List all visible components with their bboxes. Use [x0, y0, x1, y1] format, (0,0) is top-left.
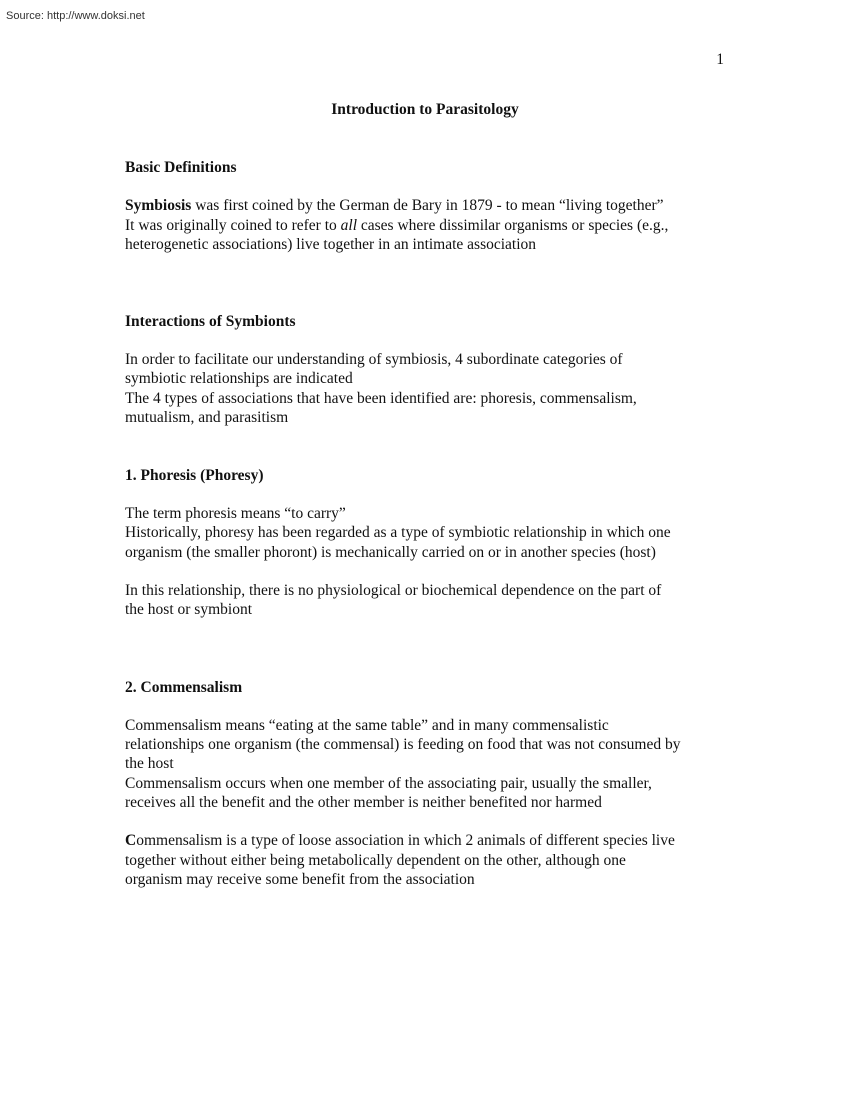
paragraph-line: together without either being metabolically dependent on the other, although one — [125, 852, 626, 869]
paragraph-line: the host — [125, 755, 174, 772]
paragraph-line: The 4 types of associations that have been identified are: phoresis, commensalism, — [125, 390, 637, 407]
paragraph-line: Commensalism occurs when one member of the associating pair, usually the smaller, — [125, 775, 652, 792]
paragraph-line — [125, 831, 675, 851]
paragraph-line: Historically, phoresy has been regarded as a type of symbiotic relationship in which one — [125, 524, 671, 541]
section-heading-phoresis: 1. Phoresis (Phoresy) — [125, 467, 264, 484]
paragraph-line: relationships one organism (the commensal) is feeding on food that was not consumed by — [125, 736, 681, 753]
paragraph-line: heterogenetic associations) live together in an intimate association — [125, 236, 537, 253]
paragraph-line: Commensalism means “eating at the same table” and in many commensalistic — [125, 717, 609, 734]
paragraph-line: organism (the smaller phoront) is mechanically carried on or in another species (host) — [125, 544, 656, 561]
paragraph-line: symbiotic relationships are indicated — [125, 370, 353, 387]
paragraph-line: In order to facilitate our understanding of symbiosis, 4 subordinate categories of — [125, 351, 623, 368]
emphasis-all: all — [340, 217, 358, 234]
page-title: Introduction to Parasitology — [331, 101, 519, 118]
section-heading-interactions: Interactions of Symbionts — [125, 313, 296, 330]
paragraph-line: The term phoresis means “to carry” — [125, 505, 346, 522]
paragraph-line: organism may receive some benefit from the association — [125, 871, 475, 888]
paragraph-line — [125, 216, 668, 236]
term-symbiosis: Symbiosis — [125, 197, 192, 214]
initial-letter: C — [125, 832, 137, 849]
text-span: cases where dissimilar organisms or species (e.g., — [357, 217, 669, 234]
section-heading-basic-definitions: Basic Definitions — [125, 159, 237, 176]
text-span: ommensalism is a type of loose association in which 2 animals of different species live — [136, 832, 675, 849]
paragraph-line: the host or symbiont — [125, 601, 253, 618]
paragraph-line: mutualism, and parasitism — [125, 409, 289, 426]
paragraph-line: receives all the benefit and the other member is neither benefited nor harmed — [125, 794, 602, 811]
page-number: 1 — [716, 51, 724, 68]
paragraph-line — [125, 196, 664, 216]
section-heading-commensalism: 2. Commensalism — [125, 679, 243, 696]
paragraph-line: In this relationship, there is no physiological or biochemical dependence on the part of — [125, 582, 662, 599]
text-span: was first coined by the German de Bary in 1879 - to mean “living together” — [191, 197, 664, 214]
text-span: It was originally coined to refer to — [125, 217, 341, 234]
source-label: Source: http://www.doksi.net — [6, 10, 145, 22]
